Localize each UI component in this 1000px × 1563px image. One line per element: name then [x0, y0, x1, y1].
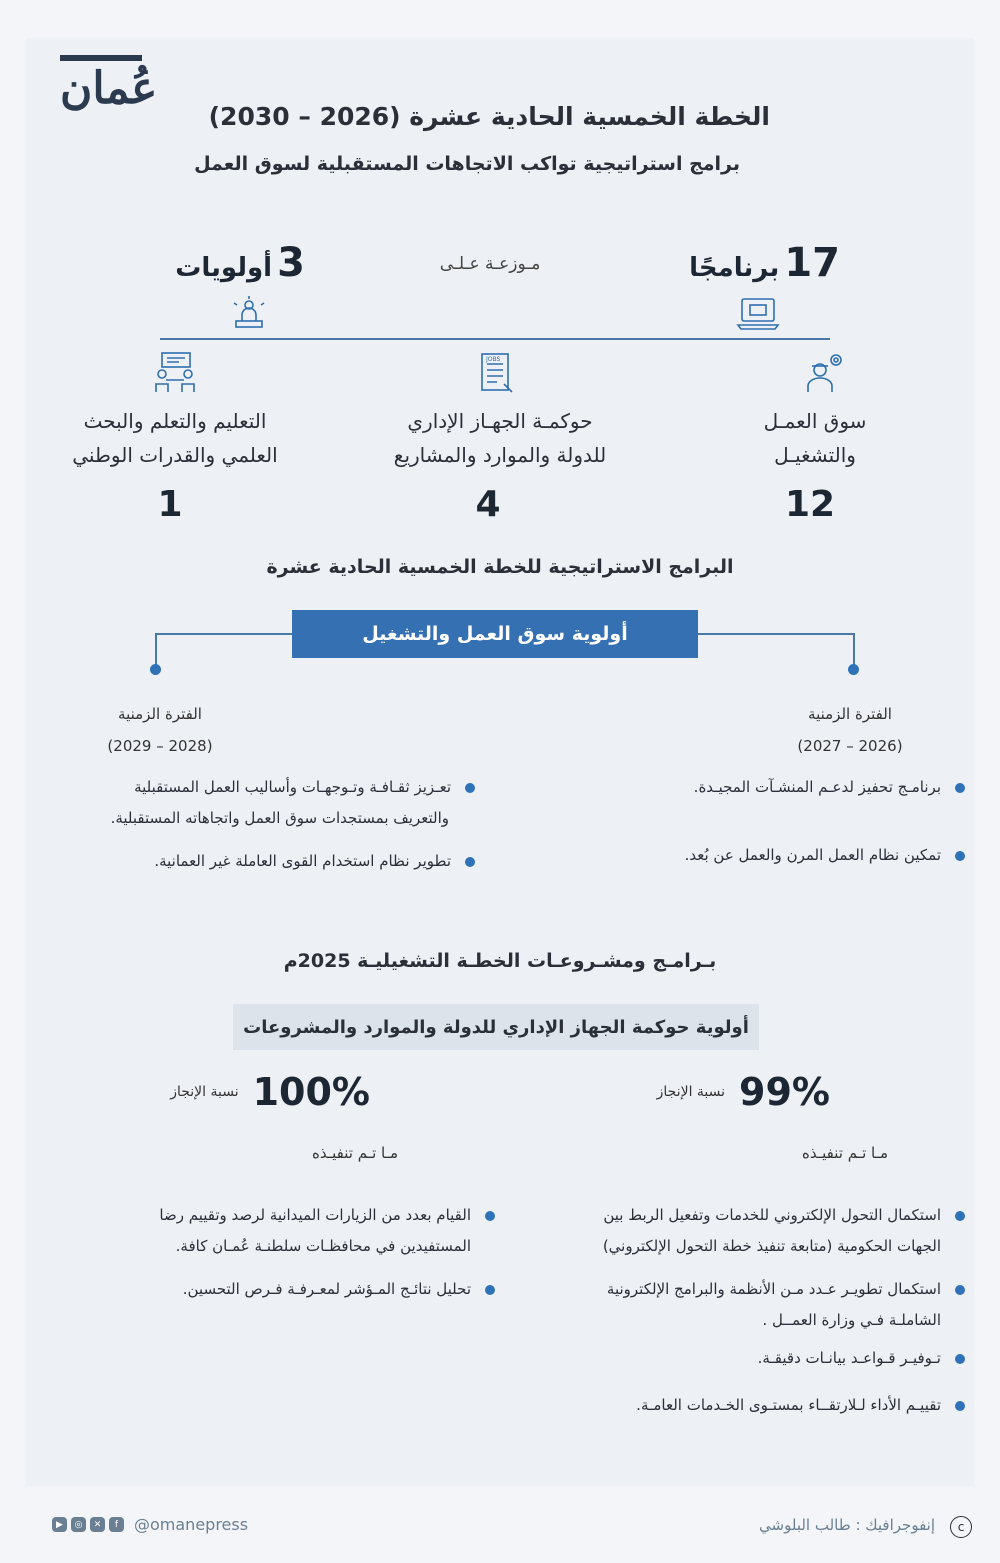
operational-title: بـرامـج ومشـروعـات الخطـة التشغيليـة 2025م — [283, 950, 717, 972]
priority-education-name: التعليم والتعلم والبحث العلمي والقدرات الوطني — [72, 409, 278, 467]
left-dot — [150, 664, 161, 675]
laptop-icon — [736, 295, 780, 333]
social-footer — [52, 1515, 248, 1534]
list-item: استكمال تطويـر عـدد مـن الأنظمة والبرامج الإلكترونية — [520, 1274, 965, 1305]
list-item: برنامـج تحفيز لدعـم المنشـآت المجيـدة. — [560, 772, 965, 803]
youtube-icon[interactable]: ▶ — [52, 1517, 67, 1532]
right-achievement: 99% نسبة الإنجاز — [656, 1070, 830, 1114]
worker-gear-icon — [800, 350, 846, 396]
list-item-continued: الشاملـة فـي وزارة العمــل . — [762, 1311, 941, 1329]
list-item: استكمال التحول الإلكتروني للخدمات وتفعيل الربط بين — [520, 1200, 965, 1231]
copyright-icon: c — [950, 1516, 972, 1538]
distributed-label: مـوزعـة عـلـى — [439, 254, 541, 274]
summary-divider — [160, 338, 830, 340]
list-item: تحليل نتائـج المـؤشر لمعـرفـة فـرص التحسين. — [90, 1274, 495, 1305]
programs-count: 17 برنامجًا — [689, 240, 840, 286]
list-item: تعـزيز ثقـافـة وتـوجهـات وأساليب العمل المستقبلية — [30, 772, 475, 803]
x-icon[interactable]: ✕ — [90, 1517, 105, 1532]
podium-person-icon — [228, 295, 270, 333]
classroom-icon — [152, 350, 198, 396]
priority-labor-name: سوق العمـل والتشغيـل — [763, 409, 867, 467]
strategic-title: البرامج الاستراتيجية للخطة الخمسية الحادية عشرة — [266, 556, 734, 578]
list-item-continued: والتعريف بمستجدات سوق العمل واتجاهاته المستقبلية. — [110, 809, 449, 827]
list-item: تمكين نظام العمل المرن والعمل عن بُعد. — [560, 840, 965, 871]
priority-governance-name: حوكمـة الجهـاز الإداري للدولة والموارد والمشاريع — [393, 409, 607, 467]
svg-text:JOBS: JOBS — [486, 356, 501, 363]
right-done-label: مـا تـم تنفيـذه — [801, 1144, 889, 1162]
social-handle[interactable]: @omanepress — [134, 1515, 249, 1534]
infographic-credit: إنفوجرافيك : طالب البلوشي — [759, 1516, 935, 1534]
list-item: تـوفيـر قـواعـد بيانـات دقيقـة. — [520, 1343, 965, 1374]
right-connector — [853, 633, 855, 667]
labor-priority-banner: أولوية سوق العمل والتشغيل — [292, 610, 698, 658]
instagram-icon[interactable]: ◎ — [71, 1517, 86, 1532]
left-achievement: 100% نسبة الإنجاز — [170, 1070, 370, 1114]
right-dot — [848, 664, 859, 675]
left-period: الفترة الزمنية (2028 – 2029) — [107, 705, 213, 755]
jobs-document-icon — [474, 350, 520, 396]
priorities-count: 3 أولويات — [175, 240, 305, 286]
priority-labor-count: 12 — [784, 484, 836, 525]
left-done-label: مـا تـم تنفيـذه — [311, 1144, 399, 1162]
list-item: تقييـم الأداء لـلارتقــاء بمستـوى الخـدمات العامـة. — [520, 1390, 965, 1421]
page-title: الخطة الخمسية الحادية عشرة (2026 – 2030) — [208, 102, 770, 131]
list-item: تطوير نظام استخدام القوى العاملة غير العمانية. — [30, 846, 475, 877]
governance-priority-banner: أولوية حوكمة الجهاز الإداري للدولة والموارد والمشروعات — [233, 1004, 759, 1050]
page-subtitle: برامج استراتيجية تواكب الاتجاهات المستقبلية لسوق العمل — [194, 153, 740, 175]
right-period: الفترة الزمنية (2026 – 2027) — [797, 705, 903, 755]
list-item-continued: الجهات الحكومية (متابعة تنفيذ خطة التحول الإلكتروني) — [602, 1237, 941, 1255]
left-connector — [155, 633, 157, 667]
priority-education-count: 1 — [157, 484, 183, 525]
oman-logo: عُمان — [60, 55, 150, 125]
facebook-icon[interactable]: f — [109, 1517, 124, 1532]
list-item-continued: المستفيدين في محافظـات سلطنـة عُمـان كافة. — [175, 1237, 471, 1255]
list-item: القيام بعدد من الزيارات الميدانية لرصد وتقييم رضا — [90, 1200, 495, 1231]
priority-governance-count: 4 — [475, 484, 501, 525]
